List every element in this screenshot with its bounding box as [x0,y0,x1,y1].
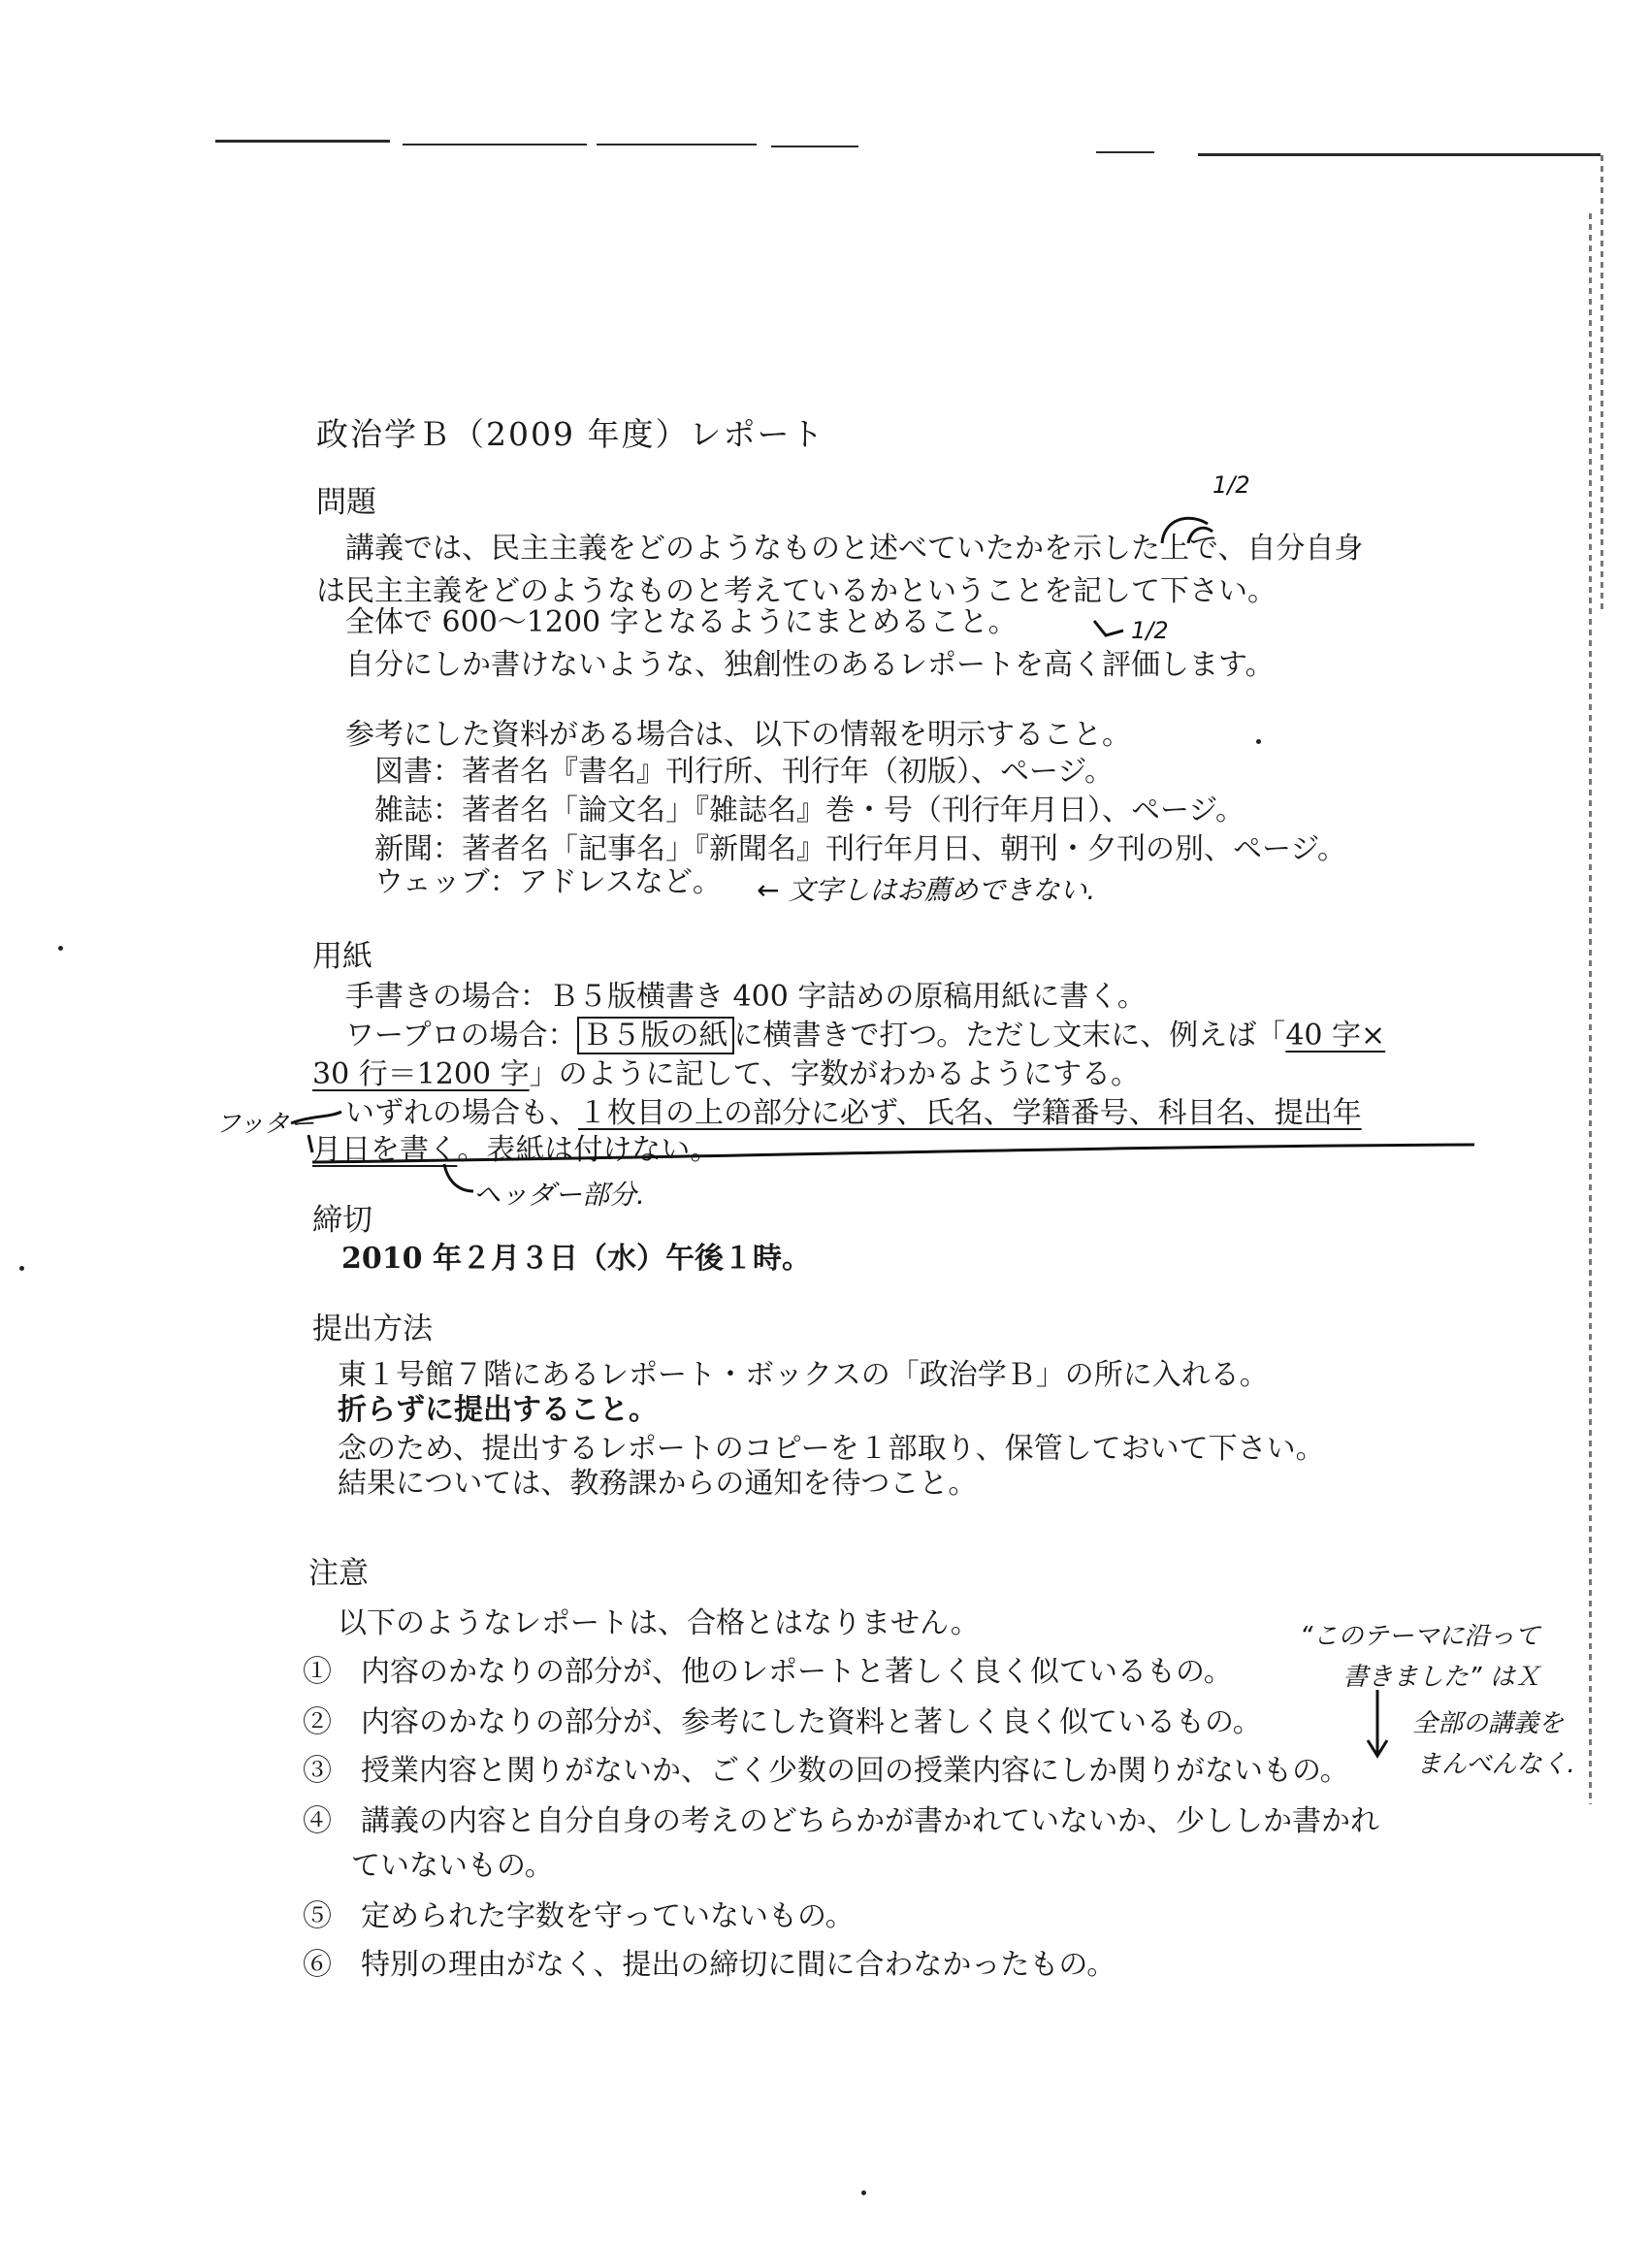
caution-intro: 以下のようなレポートは、合格とはなりません。 [338,1606,980,1640]
paper-wp-example-2: 30 行＝1200 字 [312,1057,530,1091]
section-heading-caution: 注意 [308,1556,369,1591]
handwritten-theme-note-2: 書きました” はＸ [1342,1663,1540,1692]
caution-item-continued: ていないもの。 [351,1849,554,1883]
handwritten-lecture-note-1: 全部の講義を [1412,1709,1565,1738]
caution-item: ① 内容のかなりの部分が、他のレポートと著しく良く似ているもの。 [303,1655,1233,1689]
reference-newspaper: 新聞：著者名「記事名」『新聞名』刊行年月日、朝刊・夕刊の別、ページ。 [374,832,1346,866]
caution-item: ③ 授業内容と関りがないか、ごく少数の回の授業内容にしか関りがないもの。 [303,1754,1349,1788]
handwritten-web-note: ← 文字しはお薦めできない. [757,874,1096,906]
hand-header-pointer [444,1164,473,1191]
paper-either-underlined-2: 月日を書く [312,1133,458,1167]
question-line-3: 全体で 600～1200 字となるようにまとめること。 [345,605,1018,639]
deadline-text: 2010 年２月３日（水）午後１時。 [341,1242,811,1276]
reference-magazine: 雑誌：著者名「論文名」『雑誌名』巻・号（刊行年月日）、ページ。 [374,794,1245,827]
hand-footer-tick [308,1135,312,1152]
section-heading-submission: 提出方法 [312,1312,433,1346]
caution-item: ⑤ 定められた字数を守っていないもの。 [303,1899,855,1933]
section-heading-question: 問題 [316,485,376,520]
paper-either-underlined-1: １枚目の上の部分に必ず、氏名、学籍番号、科目名、提出年 [578,1096,1362,1130]
caution-item: ④ 講義の内容と自分自身の考えのどちらかが書かれていないか、少ししか書かれ [303,1804,1379,1838]
paper-handwritten: 手書きの場合：Ｂ５版横書き 400 字詰めの原稿用紙に書く。 [345,980,1147,1014]
reference-intro: 参考にした資料がある場合は、以下の情報を明示すること。 [345,718,1131,752]
paper-wp-boxed: Ｂ５版の紙 [577,1017,734,1054]
handwritten-half-top: 1/2 [1212,471,1250,499]
hand-footer-pointer [291,1112,341,1123]
handwritten-header-note: ヘッダー部分. [473,1179,645,1211]
handwritten-theme-note-1: “このテーマに沿って [1300,1622,1540,1651]
submission-line-4: 結果については、教務課からの通知を待つこと。 [338,1467,978,1501]
handwritten-footer-note: フッター [215,1110,315,1139]
handwritten-half-mid: 1/2 [1131,617,1169,644]
paper-wp-suffix: 」のように記して、字数がわかるようにする。 [529,1057,1140,1091]
section-heading-deadline: 締切 [312,1203,372,1238]
handwritten-lecture-note-2: まんべんなく. [1416,1750,1575,1779]
hand-underline [312,1145,1474,1162]
paper-wp-example-1: 40 字× [1285,1019,1386,1053]
hand-curve-mark [1162,518,1208,543]
question-line-4: 自分にしか書けないような、独創性のあるレポートを高く評価します。 [345,648,1275,682]
submission-line-3: 念のため、提出するレポートのコピーを１部取り、保管しておいて下さい。 [338,1432,1325,1466]
submission-line-2: 折らずに提出すること。 [338,1393,658,1427]
hand-check-mark [1094,621,1123,635]
paper-wp-mid: に横書きで打つ。ただし文末に、例えば「 [733,1019,1286,1053]
hand-curve-mark [1188,528,1212,543]
reference-web: ウェッブ：アドレスなど。 [374,865,722,899]
question-line-1: 講義では、民主主義をどのようなものと述べていたかを示した上で、自分自身 [345,532,1364,566]
question-line-2: は民主主義をどのようなものと考えているかということを記して下さい。 [316,574,1277,608]
paper-wp-prefix: ワープロの場合： [345,1019,577,1053]
caution-item: ⑥ 特別の理由がなく、提出の締切に間に合わなかったもの。 [303,1948,1116,1982]
paper-either-prefix: いずれの場合も、 [345,1096,578,1130]
paper-either-suffix: 。表紙は付けない。 [457,1133,720,1167]
reference-book: 図書：著者名『書名』刊行所、刊行年（初版）、ページ。 [374,755,1114,789]
section-heading-paper: 用紙 [312,939,372,974]
caution-item: ② 内容のかなりの部分が、参考にした資料と著しく良く似ているもの。 [303,1705,1262,1739]
submission-line-1: 東１号館７階にあるレポート・ボックスの「政治学Ｂ」の所に入れる。 [338,1358,1269,1392]
document-title: 政治学Ｂ（2009 年度）レポート [316,415,825,453]
